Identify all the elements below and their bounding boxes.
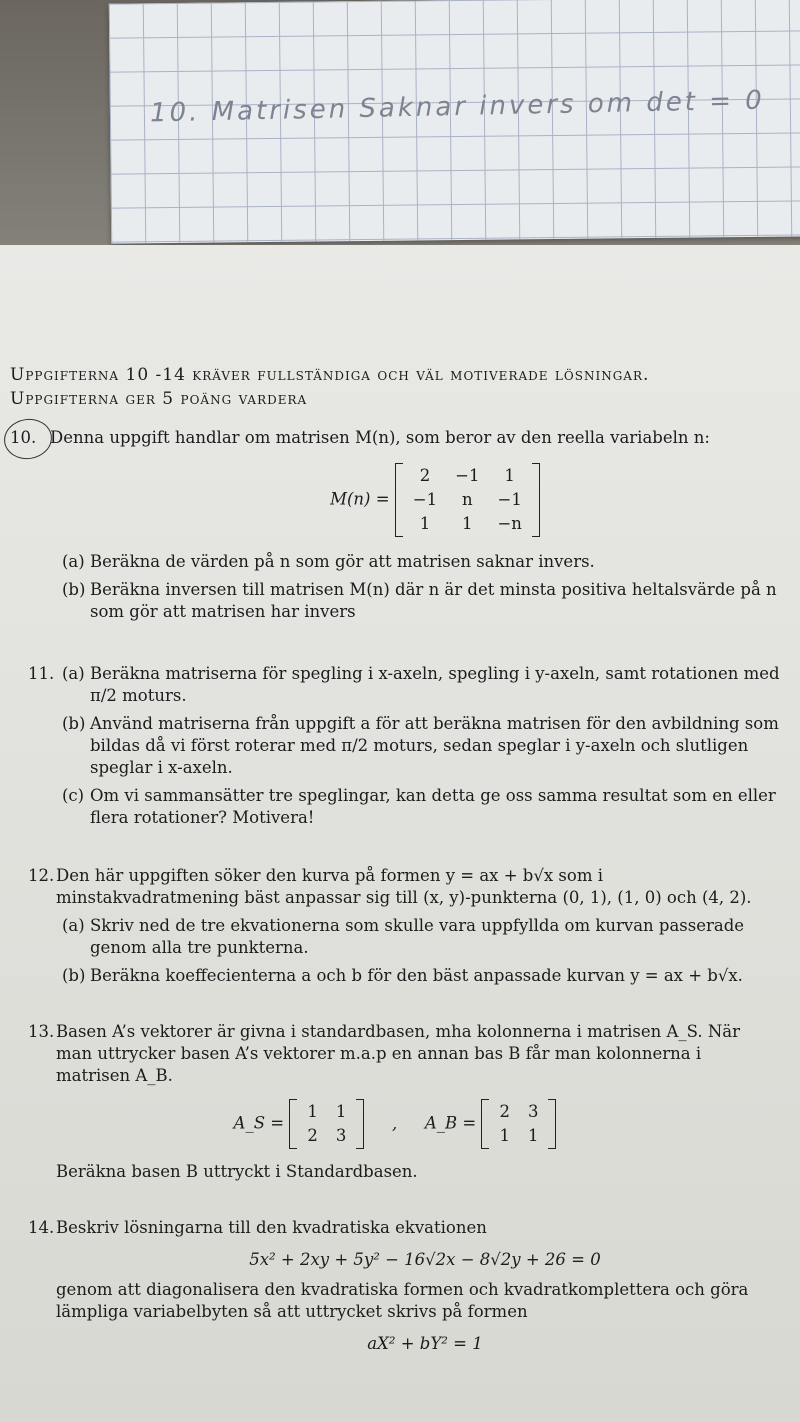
- matrix-as: [289, 1099, 364, 1149]
- matrix-cell: 1: [335, 1102, 347, 1121]
- problem-number: 13.: [28, 1022, 55, 1041]
- subtask-a: (a) Beräkna matriserna för spegling i x-axeln, spegling i y-axeln, samt rotationen med π/2 moturs.: [62, 664, 780, 705]
- problem-number: 14.: [28, 1218, 55, 1237]
- subtask-a: (a) Beräkna de värden på n som gör att matrisen saknar invers.: [62, 552, 595, 571]
- problem-12: [10, 865, 780, 987]
- matrix-ab: [481, 1099, 556, 1149]
- matrix-cell: 1: [504, 466, 515, 485]
- matrix-cell: 1: [462, 514, 473, 533]
- problem-number: 12.: [28, 866, 55, 885]
- matrix-cell: −1: [412, 490, 438, 509]
- subtask-b: (b) Beräkna koeffecienterna a och b för den bäst anpassade kurvan y = ax + b√x.: [62, 966, 743, 985]
- matrix-cell: 2: [499, 1102, 510, 1121]
- problem-intro: Den här uppgiften söker den kurva på formen y = ax + b√x som i minstakvadratmening bäst anpassar sig till (x, y)-punkterna (0, 1), (1, 0) och (4, 2).: [56, 866, 752, 907]
- problem-13: [10, 1021, 780, 1183]
- problem-text: genom att diagonalisera den kvadratiska formen och kvadratkomplettera och göra lämpliga variabelbyten så att uttrycket skrivs på formen: [56, 1280, 749, 1321]
- equation-label: M(n) =: [330, 489, 390, 509]
- exam-content: [10, 363, 780, 1365]
- handwritten-note: 10. Matrisen Saknar invers om det = 0: [149, 85, 766, 129]
- matrix-m: [395, 463, 540, 537]
- problem-10: [10, 427, 780, 623]
- ab-label: A_B =: [424, 1113, 477, 1133]
- matrix-cell: −n: [497, 514, 522, 533]
- section-header: [10, 363, 780, 411]
- problem-number: 11.: [28, 664, 55, 683]
- matrix-cell: 1: [499, 1126, 510, 1145]
- target-form: aX² + bY² = 1: [367, 1334, 483, 1353]
- matrix-cell: 1: [419, 514, 431, 533]
- problem-14: [10, 1217, 780, 1355]
- problem-intro: Basen A’s vektorer är givna i standardbasen, mha kolonnerna i matrisen A_S. När man uttrycker basen A’s vektorer m.a.p en annan bas B får man kolonnerna i matrisen A_B.: [56, 1022, 741, 1085]
- header-line-2: Uppgifterna ger 5 poäng vardera: [10, 389, 308, 409]
- matrix-cell: 3: [335, 1126, 347, 1145]
- problem-11: [10, 663, 780, 829]
- subtask-c: (c) Om vi sammansätter tre speglingar, kan detta ge oss samma resultat som en eller flera rotationer? Motivera!: [62, 786, 776, 827]
- matrix-cell: 3: [527, 1102, 539, 1121]
- basis-matrices: A_S = 1 1 2 3 , A_B = 2 3 1 1: [10, 1099, 780, 1149]
- matrix-cell: −1: [497, 490, 522, 509]
- subtask-b: (b) Använd matriserna från uppgift a för att beräkna matrisen för den avbildning som bildas då vi först roterar med π/2 moturs, sedan speglar i y-axeln och slutligen speglar i x-axeln.: [62, 714, 779, 777]
- exam-sheet: [0, 245, 800, 1422]
- problem-question: Beräkna basen B uttryckt i Standardbasen.: [56, 1162, 418, 1181]
- matrix-equation: [90, 463, 780, 537]
- matrix-cell: −1: [455, 466, 480, 485]
- problem-number: 10.: [10, 428, 37, 447]
- as-label: A_S =: [233, 1113, 285, 1133]
- matrix-cell: 2: [419, 466, 431, 485]
- quadratic-equation: 5x² + 2xy + 5y² − 16√2x − 8√2y + 26 = 0: [249, 1250, 601, 1269]
- problem-intro: Denna uppgift handlar om matrisen M(n), som beror av den reella variabeln n:: [50, 428, 710, 447]
- subtask-b: (b) Beräkna inversen till matrisen M(n) där n är det minsta positiva heltalsvärde på n som gör att matrisen har invers: [62, 580, 777, 621]
- header-line-1: Uppgifterna 10 -14 kräver fullständiga och väl motiverade lösningar.: [10, 365, 650, 385]
- matrix-cell: 2: [307, 1126, 318, 1145]
- subtask-a: (a) Skriv ned de tre ekvationerna som skulle vara uppfyllda om kurvan passerade genom alla tre punkterna.: [62, 916, 745, 957]
- matrix-cell: n: [461, 490, 473, 509]
- matrix-cell: 1: [527, 1126, 539, 1145]
- matrix-cell: 1: [307, 1102, 318, 1121]
- problem-intro: Beskriv lösningarna till den kvadratiska ekvationen: [56, 1218, 487, 1237]
